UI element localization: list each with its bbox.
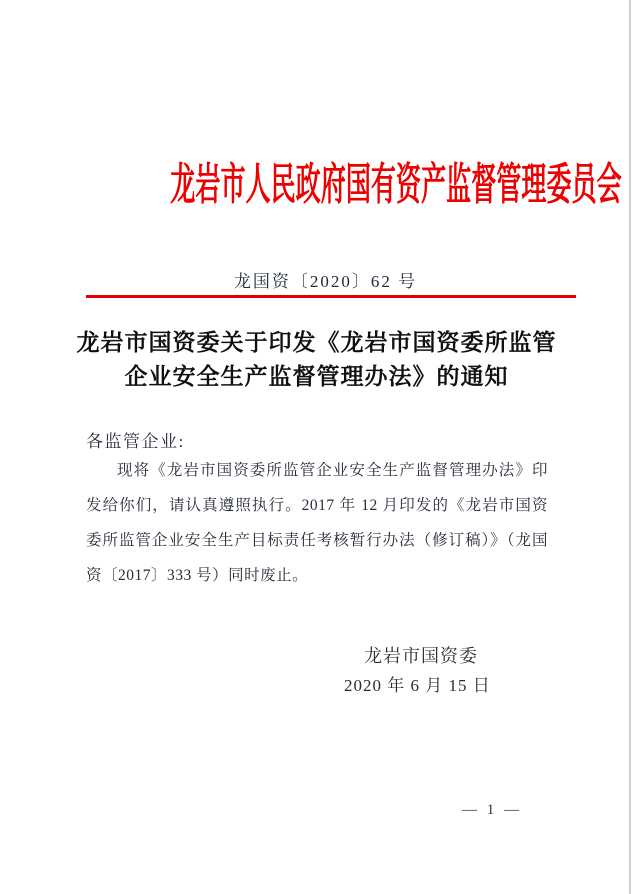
document-number: 龙国资〔2020〕62 号: [233, 272, 418, 291]
paragraph-line: 现将《龙岩市国资委所监管企业安全生产监督管理办法》印: [117, 462, 548, 479]
paragraph-line: 委所监管企业安全生产目标责任考核暂行办法（修订稿）》（龙国: [86, 532, 548, 549]
letterhead-org-title: 龙岩市人民政府国有资产监督管理委员会: [170, 160, 622, 209]
body-paragraph: [86, 458, 548, 598]
letterhead: [0, 148, 633, 212]
red-separator-line: [86, 295, 576, 298]
page-number: — 1 —: [462, 802, 522, 818]
scanned-page-edge-shadow: [629, 0, 631, 894]
signature-date: 2020 年 6 月 15 日: [344, 676, 491, 695]
signature-org: 龙岩市国资委: [364, 646, 478, 666]
salutation: 各监管企业:: [86, 432, 185, 451]
notice-title-line2: 企业安全生产监督管理办法》的通知: [124, 364, 509, 389]
paragraph-line: 资〔2017〕333 号）同时废止。: [86, 567, 309, 584]
paragraph-line: 发给你们，请认真遵照执行。2017 年 12 月印发的《龙岩市国资: [86, 497, 548, 514]
notice-title: [0, 326, 633, 394]
notice-title-line1: 龙岩市国资委关于印发《龙岩市国资委所监管: [76, 330, 557, 355]
